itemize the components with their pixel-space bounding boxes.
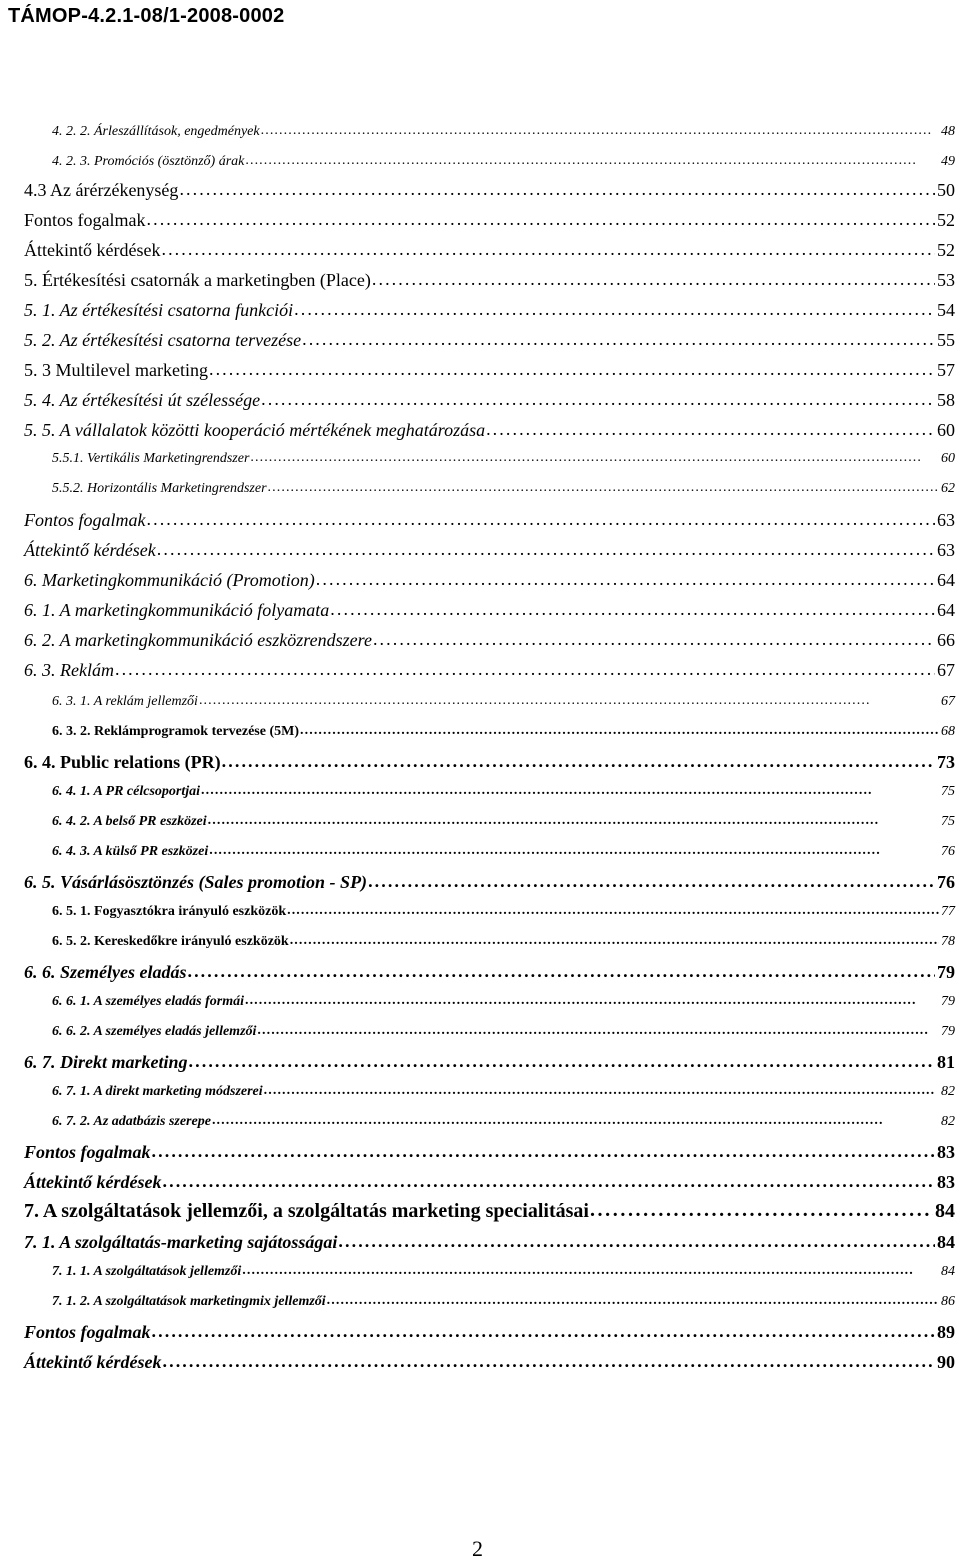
toc-entry-title: 6. 6. 2. A személyes eladás jellemzői (52, 1024, 257, 1039)
toc-entry[interactable] (24, 270, 955, 291)
toc-entry-title: 6. 4. 1. A PR célcsoportjai (52, 784, 201, 799)
toc-leader (242, 1263, 939, 1279)
toc-entry-page: 57 (937, 360, 955, 380)
toc-entry[interactable] (24, 420, 955, 441)
toc-entry-title: Áttekintő kérdések (24, 240, 161, 260)
toc-entry-page: 68 (941, 724, 955, 739)
toc-entry[interactable] (52, 124, 955, 140)
toc-entry[interactable] (24, 330, 955, 351)
toc-leader (209, 359, 935, 380)
toc-entry-title: 5. 1. Az értékesítési csatorna funkciói (24, 300, 294, 320)
toc-leader (245, 153, 939, 169)
toc-entry-title: 5. 4. Az értékesítési út szélessége (24, 390, 261, 410)
toc-entry-page: 58 (937, 390, 955, 410)
toc-entry-page: 82 (941, 1114, 955, 1129)
toc-leader (287, 903, 939, 919)
toc-entry-page: 64 (937, 570, 955, 590)
toc-leader (264, 1083, 939, 1099)
toc-leader (372, 269, 935, 290)
toc-entry-title: Fontos fogalmak (24, 1142, 151, 1162)
toc-leader (300, 723, 939, 739)
toc-entry-page: 82 (941, 1084, 955, 1099)
toc-entry-title: 6. 1. A marketingkommunikáció folyamata (24, 600, 330, 620)
toc-entry[interactable] (24, 390, 955, 411)
toc-leader (368, 871, 935, 892)
toc-entry[interactable] (52, 1024, 955, 1040)
toc-entry-title: Áttekintő kérdések (24, 1172, 162, 1192)
toc-leader (327, 1293, 939, 1309)
page-number: 2 (472, 1536, 483, 1561)
toc-entry-page: 67 (941, 694, 955, 709)
toc-entry-page: 64 (937, 600, 955, 620)
toc-entry-title: 5. 5. A vállalatok közötti kooperáció mértékének meghatározása (24, 420, 486, 440)
toc-entry[interactable] (24, 660, 955, 681)
toc-leader (486, 419, 935, 440)
toc-entry[interactable] (24, 240, 955, 261)
toc-entry-page: 78 (941, 934, 955, 949)
toc-entry-page: 76 (937, 872, 955, 892)
toc-leader (294, 299, 935, 320)
toc-entry-title: 6. 7. Direkt marketing (24, 1052, 188, 1072)
toc-entry-page: 79 (941, 994, 955, 1009)
toc-entry[interactable] (52, 1264, 955, 1280)
toc-leader (330, 599, 935, 620)
toc-entry[interactable] (52, 1114, 955, 1130)
toc-leader (152, 1141, 935, 1162)
toc-leader (268, 480, 939, 496)
toc-entry-title: 4. 2. 2. Árleszállítások, engedmények (52, 124, 260, 139)
toc-leader (147, 209, 936, 230)
toc-entry-page: 52 (937, 210, 955, 230)
toc-entry-page: 77 (941, 904, 955, 919)
toc-entry-title: 5.5.2. Horizontális Marketingrendszer (52, 481, 267, 496)
toc-entry[interactable] (52, 934, 955, 950)
toc-entry-title: 4.3 Az árérzékenység (24, 180, 179, 200)
toc-entry-page: 49 (941, 154, 955, 169)
toc-entry-title: Áttekintő kérdések (24, 1352, 162, 1372)
toc-entry-page: 79 (937, 962, 955, 982)
toc-entry-title: Fontos fogalmak (24, 1322, 151, 1342)
toc-entry-page: 60 (941, 451, 955, 466)
toc-entry-title: 6. 2. A marketingkommunikáció eszközrendszere (24, 630, 372, 650)
toc-entry[interactable] (24, 360, 955, 381)
toc-leader (590, 1199, 933, 1222)
toc-leader (189, 1051, 935, 1072)
toc-entry-page: 84 (941, 1264, 955, 1279)
toc-entry-title: 4. 2. 3. Promóciós (ösztönző) árak (52, 154, 245, 169)
toc-entry-title: Fontos fogalmak (24, 510, 146, 530)
toc-entry-title: 5. Értékesítési csatornák a marketingben (Place) (24, 270, 371, 290)
toc-leader (208, 813, 939, 829)
toc-entry[interactable] (52, 1084, 955, 1100)
toc-leader (201, 783, 939, 799)
toc-entry-page: 63 (937, 540, 955, 560)
toc-entry[interactable] (52, 694, 955, 710)
toc-entry[interactable] (52, 784, 955, 800)
toc-entry[interactable] (24, 1322, 955, 1343)
toc-entry[interactable] (24, 210, 955, 231)
toc-entry-title: 6. 3. 1. A reklám jellemzői (52, 694, 198, 709)
toc-entry-page: 53 (937, 270, 955, 290)
toc-entry-title: 6. 5. Vásárlásösztönzés (Sales promotion - SP) (24, 872, 368, 892)
toc-entry-page: 62 (941, 481, 955, 496)
toc-leader (316, 569, 935, 590)
toc-entry[interactable] (52, 154, 955, 170)
toc-entry-page: 63 (937, 510, 955, 530)
toc-entry[interactable] (24, 540, 955, 561)
toc-entry-page: 52 (937, 240, 955, 260)
toc-entry-title: 6. 6. Személyes eladás (24, 962, 187, 982)
toc-entry-page: 83 (937, 1172, 955, 1192)
toc-entry-title: 5. 3 Multilevel marketing (24, 360, 208, 380)
toc-entry-title: 7. A szolgáltatások jellemzői, a szolgáltatás marketing specialitásai (24, 1200, 589, 1222)
toc-entry[interactable] (52, 481, 955, 497)
toc-entry[interactable] (24, 600, 955, 621)
toc-entry[interactable] (24, 1052, 955, 1073)
toc-leader (373, 629, 935, 650)
toc-leader (152, 1321, 935, 1342)
toc-entry-title: 7. 1. A szolgáltatás-marketing sajátosságai (24, 1232, 338, 1252)
toc-entry[interactable] (52, 1294, 955, 1310)
toc-entry[interactable] (52, 994, 955, 1010)
toc-entry-title: 6. 4. 2. A belső PR eszközei (52, 814, 207, 829)
toc-entry[interactable] (52, 844, 955, 860)
toc-entry-page: 86 (941, 1294, 955, 1309)
toc-entry-page: 66 (937, 630, 955, 650)
toc-entry-page: 48 (941, 124, 955, 139)
toc-entry[interactable] (24, 752, 955, 773)
toc-leader (157, 539, 935, 560)
toc-entry-page: 75 (941, 784, 955, 799)
toc-entry[interactable] (24, 1232, 955, 1253)
document-header: TÁMOP-4.2.1-08/1-2008-0002 (8, 5, 285, 27)
toc-entry-page: 67 (937, 660, 955, 680)
toc-entry-title: 6. 3. 2. Reklámprogramok tervezése (5M) (52, 724, 300, 739)
toc-leader (212, 1113, 939, 1129)
toc-entry-title: 6. 3. Reklám (24, 660, 114, 680)
toc-entry[interactable] (24, 962, 955, 983)
toc-leader (257, 1023, 939, 1039)
toc-entry-page: 76 (941, 844, 955, 859)
toc-entry-page: 75 (941, 814, 955, 829)
toc-entry-page: 84 (935, 1200, 955, 1222)
toc-entry-page: 60 (937, 420, 955, 440)
toc-leader (245, 993, 939, 1009)
toc-entry-title: 5.5.1. Vertikális Marketingrendszer (52, 451, 250, 466)
toc-entry[interactable] (24, 1200, 955, 1223)
toc-leader (261, 389, 935, 410)
toc-leader (163, 1351, 936, 1372)
toc-entry-title: 6. 7. 1. A direkt marketing módszerei (52, 1084, 263, 1099)
toc-entry-page: 54 (937, 300, 955, 320)
toc-leader (222, 751, 935, 772)
toc-entry[interactable] (24, 1142, 955, 1163)
toc-leader (261, 123, 939, 139)
toc-entry[interactable] (24, 570, 955, 591)
toc-entry[interactable] (52, 724, 955, 740)
toc-entry-page: 89 (937, 1322, 955, 1342)
toc-entry[interactable] (52, 904, 955, 920)
toc-entry-title: 6. 5. 1. Fogyasztókra irányuló eszközök (52, 904, 287, 919)
toc-leader (187, 961, 935, 982)
toc-entry-title: Fontos fogalmak (24, 210, 146, 230)
toc-leader (147, 509, 936, 530)
toc-entry-title: 7. 1. 2. A szolgáltatások marketingmix jellemzői (52, 1294, 326, 1309)
toc-entry[interactable] (52, 451, 955, 467)
toc-entry-title: 5. 2. Az értékesítési csatorna tervezése (24, 330, 302, 350)
toc-entry-title: 7. 1. 1. A szolgáltatások jellemzői (52, 1264, 242, 1279)
toc-entry-page: 84 (937, 1232, 955, 1252)
toc-entry-title: 6. 4. 3. A külső PR eszközei (52, 844, 209, 859)
toc-entry-page: 81 (937, 1052, 955, 1072)
toc-entry[interactable] (24, 872, 955, 893)
toc-entry[interactable] (24, 300, 955, 321)
toc-entry-title: 6. 4. Public relations (PR) (24, 752, 221, 772)
toc-entry[interactable] (24, 510, 955, 531)
toc-entry[interactable] (24, 630, 955, 651)
toc-entry[interactable] (52, 814, 955, 830)
toc-leader (115, 659, 935, 680)
toc-leader (250, 450, 939, 466)
toc-leader (199, 693, 939, 709)
toc-entry[interactable] (24, 180, 955, 201)
toc-entry-page: 73 (937, 752, 955, 772)
toc-leader (179, 179, 935, 200)
toc-entry-title: Áttekintő kérdések (24, 540, 156, 560)
toc-entry-page: 50 (937, 180, 955, 200)
toc-entry-page: 55 (937, 330, 955, 350)
toc-entry-title: 6. Marketingkommunikáció (Promotion) (24, 570, 315, 590)
toc-entry-page: 83 (937, 1142, 955, 1162)
toc-entry[interactable] (24, 1352, 955, 1373)
toc-entry[interactable] (24, 1172, 955, 1193)
toc-leader (290, 933, 939, 949)
toc-leader (302, 329, 935, 350)
toc-leader (163, 1171, 936, 1192)
toc-entry-page: 79 (941, 1024, 955, 1039)
toc-leader (338, 1231, 935, 1252)
toc-entry-title: 6. 5. 2. Kereskedőkre irányuló eszközök (52, 934, 289, 949)
toc-leader (161, 239, 935, 260)
toc-entry-title: 6. 6. 1. A személyes eladás formái (52, 994, 244, 1009)
toc-leader (209, 843, 939, 859)
toc-entry-title: 6. 7. 2. Az adatbázis szerepe (52, 1114, 211, 1129)
toc-entry-page: 90 (937, 1352, 955, 1372)
